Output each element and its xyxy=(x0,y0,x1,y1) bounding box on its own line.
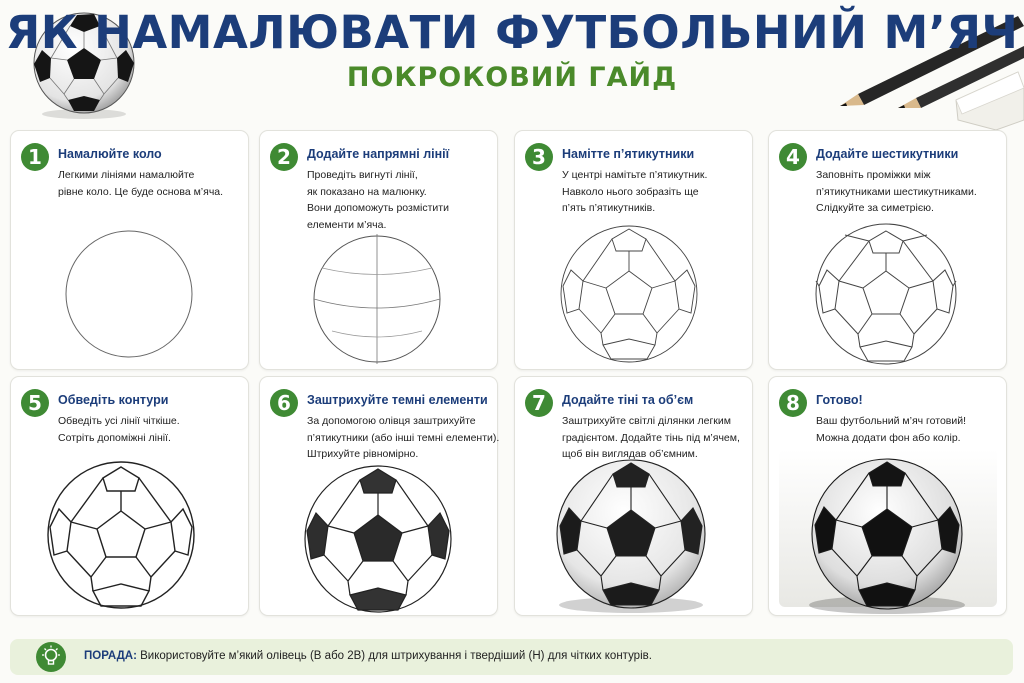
step-title: Готово! xyxy=(816,393,863,407)
step-line: п’ятикутниками шестикутниками. xyxy=(816,185,977,198)
finished-ball-drawing xyxy=(769,377,1006,615)
step-title: Обведіть контури xyxy=(58,393,169,407)
page-title: ЯК НАМАЛЮВАТИ ФУТБОЛЬНИЙ М’ЯЧ xyxy=(5,6,1019,59)
step-card-7 xyxy=(514,376,753,616)
step-line: Навколо нього зобразіть ще xyxy=(562,185,699,198)
lightbulb-icon xyxy=(36,642,66,672)
step-card-2 xyxy=(259,130,498,370)
tip-label: ПОРАДА: xyxy=(84,650,137,662)
step-line: Ваш футбольний м’яч готовий! xyxy=(816,415,967,427)
step-title: Додайте тіні та об’єм xyxy=(562,393,694,407)
step-number-badge: 3 xyxy=(525,143,553,171)
tip-bar xyxy=(10,639,1013,675)
step-line: елементи м’яча. xyxy=(307,218,387,231)
step-line: Проведіть вигнуті лінії, xyxy=(307,169,418,181)
step-number-badge: 4 xyxy=(779,143,807,171)
shaded-pentagons-sketch xyxy=(260,377,500,615)
step-line: За допомогою олівця заштрихуйте xyxy=(307,415,476,427)
step-title: Додайте шестикутники xyxy=(816,147,959,161)
step-title: Намалюйте коло xyxy=(58,147,162,161)
step-number-badge: 1 xyxy=(21,143,49,171)
volume-shaded-ball-sketch xyxy=(515,377,752,615)
step-line: Штрихуйте рівномірно. xyxy=(307,448,419,460)
step-title: Заштрихуйте темні елементи xyxy=(307,393,488,407)
hexagon-sketch xyxy=(769,131,1006,369)
step-line: щоб він виглядав об’ємним. xyxy=(562,448,698,460)
step-line: Заповніть проміжки між xyxy=(816,169,931,181)
step-line: як показано на малюнку. xyxy=(307,185,427,198)
step-line: Можна додати фон або колір. xyxy=(816,431,961,444)
step-card-6 xyxy=(259,376,498,616)
step-line: Сотріть допоміжні лінії. xyxy=(58,431,171,444)
step-number-badge: 7 xyxy=(525,389,553,417)
step-number-badge: 5 xyxy=(21,389,49,417)
step-number-badge: 2 xyxy=(270,143,298,171)
step-line: рівне коло. Це буде основа м’яча. xyxy=(58,185,224,198)
tip-body: Використовуйте м’який олівець (B або 2B) для штрихування і твердіший (H) для чітких контурів. xyxy=(140,650,652,662)
step-card-5 xyxy=(10,376,249,616)
outlined-ball-sketch xyxy=(11,377,248,615)
guidelines-sketch xyxy=(260,131,497,369)
page-subtitle: ПОКРОКОВИЙ ГАЙД xyxy=(346,62,678,93)
step-line: Вони допоможуть розмістити xyxy=(307,202,449,214)
step-number-badge: 8 xyxy=(779,389,807,417)
tip-text xyxy=(84,650,652,662)
step-line: п’ять п’ятикутників. xyxy=(562,202,656,214)
step-line: п’ятикутники (або інші темні елементи). xyxy=(307,431,500,444)
step-line: Легкими лініями намалюйте xyxy=(58,169,195,181)
step-line: Заштрихуйте світлі ділянки легким xyxy=(562,415,731,427)
step-line: Слідкуйте за симетрією. xyxy=(816,202,934,214)
step-line: градієнтом. Додайте тінь під м’ячем, xyxy=(562,431,740,444)
step-card-3 xyxy=(514,130,753,370)
step-card-1 xyxy=(10,130,249,370)
step-title: Додайте напрямні лінії xyxy=(307,147,450,161)
step-line: У центрі намітьте п’ятикутник. xyxy=(562,169,708,181)
step-card-4 xyxy=(768,130,1007,370)
step-number-badge: 6 xyxy=(270,389,298,417)
step-title: Намітте п’ятикутники xyxy=(562,147,695,161)
step-card-8 xyxy=(768,376,1007,616)
pentagon-sketch xyxy=(515,131,752,369)
circle-sketch xyxy=(11,131,248,369)
step-line: Обведіть усі лінії чіткіше. xyxy=(58,415,180,427)
